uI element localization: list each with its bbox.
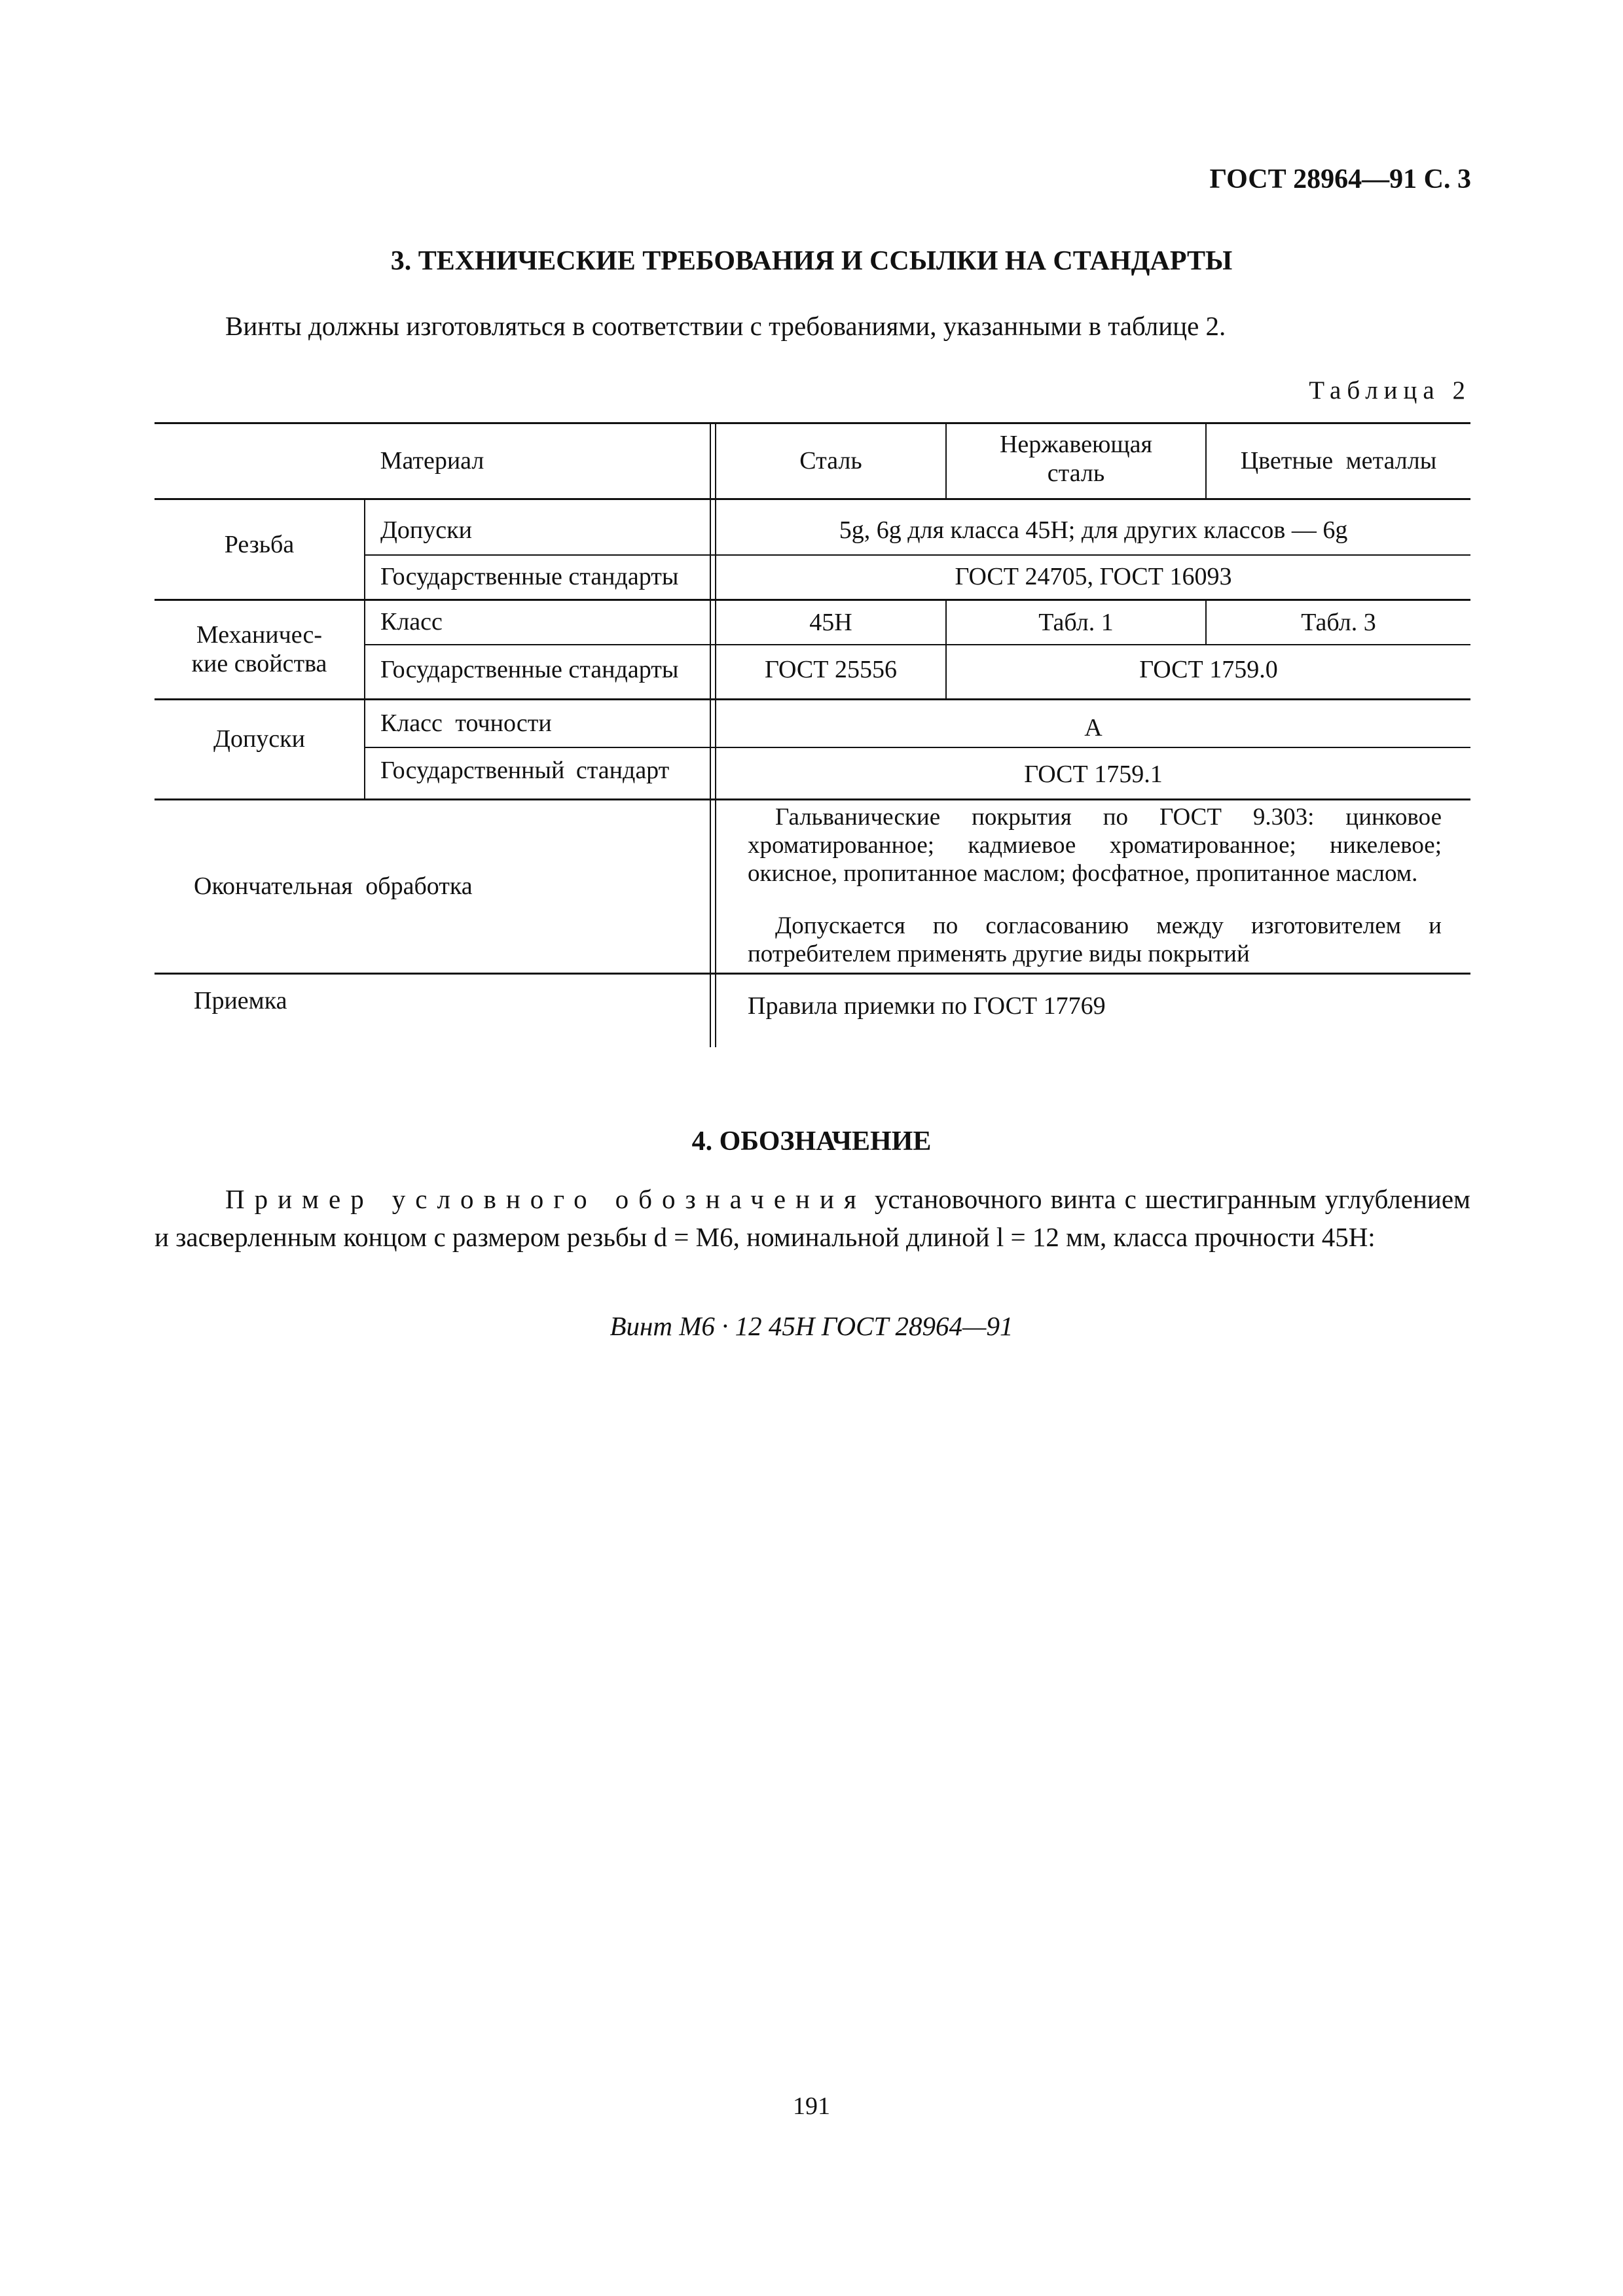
section-4-example: [155, 1180, 1470, 1256]
thread-tolerances-label: Допуски: [380, 516, 472, 544]
acceptance-value: Правила приемки по ГОСТ 17769: [748, 992, 1106, 1020]
finishing-text-2: Допускается по согласованию между изготовителем и потребителем применять другие виды покрытий: [748, 912, 1442, 967]
mechanical-standards-other: ГОСТ 1759.0: [1139, 656, 1278, 683]
header-stainless: [947, 430, 1205, 488]
designation-formula: Винт М6 · 12 45Н ГОСТ 28964—91: [610, 1311, 1013, 1341]
row-acceptance-label: Приемка: [194, 987, 287, 1014]
mechanical-class-nonferrous: Табл. 3: [1301, 609, 1376, 636]
mechanical-standards-steel: ГОСТ 25556: [765, 656, 897, 683]
header-steel: Сталь: [799, 447, 862, 475]
example-lead: Пример условного обозначения: [225, 1184, 866, 1214]
thread-standards-value: ГОСТ 24705, ГОСТ 16093: [955, 563, 1232, 590]
header-nonferrous: Цветные металлы: [1240, 447, 1437, 475]
mechanical-class-label: Класс: [380, 608, 443, 636]
tolerances-accuracy-label: Класс точности: [380, 709, 552, 737]
mechanical-class-steel: 45Н: [809, 609, 852, 636]
mechanical-class-stainless: Табл. 1: [1038, 609, 1114, 636]
header-stainless-line2: сталь: [1047, 459, 1105, 487]
tolerances-standard-label: Государственный стандарт: [380, 757, 670, 784]
requirements-table: [155, 422, 1470, 1047]
section-4-title: 4. ОБОЗНАЧЕНИЕ: [691, 1126, 932, 1157]
section-3-title: 3. ТЕХНИЧЕСКИЕ ТРЕБОВАНИЯ И ССЫЛКИ НА СТАНДАРТЫ: [390, 246, 1233, 276]
row-tolerances-label: Допуски: [213, 725, 305, 753]
mechanical-standards-label: Государственные стандарты: [380, 656, 679, 683]
table-caption: Таблица 2: [1309, 376, 1471, 404]
row-mechanical-label: [155, 620, 364, 678]
section-3-intro: Винты должны изготовляться в соответствии с требованиями, указанными в таблице 2.: [225, 311, 1226, 341]
thread-standards-label: Государственные стандарты: [380, 563, 679, 590]
thread-tolerances-value: 5g, 6g для класса 45Н; для других классов — 6g: [839, 516, 1348, 544]
header-stainless-line1: Нержавеющая: [999, 431, 1152, 458]
tolerances-accuracy-value: А: [1084, 714, 1103, 742]
page-number: 191: [793, 2092, 830, 2120]
finishing-text-1: Гальванические покрытия по ГОСТ 9.303: цинковое хроматированное; кадмиевое хроматированное; никелевое; окисное, пропитанное маслом; фосфатное, пропитанное маслом.: [748, 804, 1442, 887]
mechanical-label-line1: Механичес-: [196, 621, 323, 649]
mechanical-label-line2: кие свойства: [191, 650, 327, 677]
header-material: Материал: [380, 447, 484, 475]
row-thread-label: Резьба: [224, 531, 295, 558]
running-header: ГОСТ 28964—91 С. 3: [1209, 164, 1471, 194]
row-finishing-label: Окончательная обработка: [194, 872, 473, 900]
example-rest: установочного винта с шестигранным углублением и засверленным концом с размером резьбы d = М6, номинальной длиной l = 12 мм, класса прочности 45Н:: [155, 1184, 1470, 1252]
tolerances-standard-value: ГОСТ 1759.1: [1024, 761, 1163, 788]
